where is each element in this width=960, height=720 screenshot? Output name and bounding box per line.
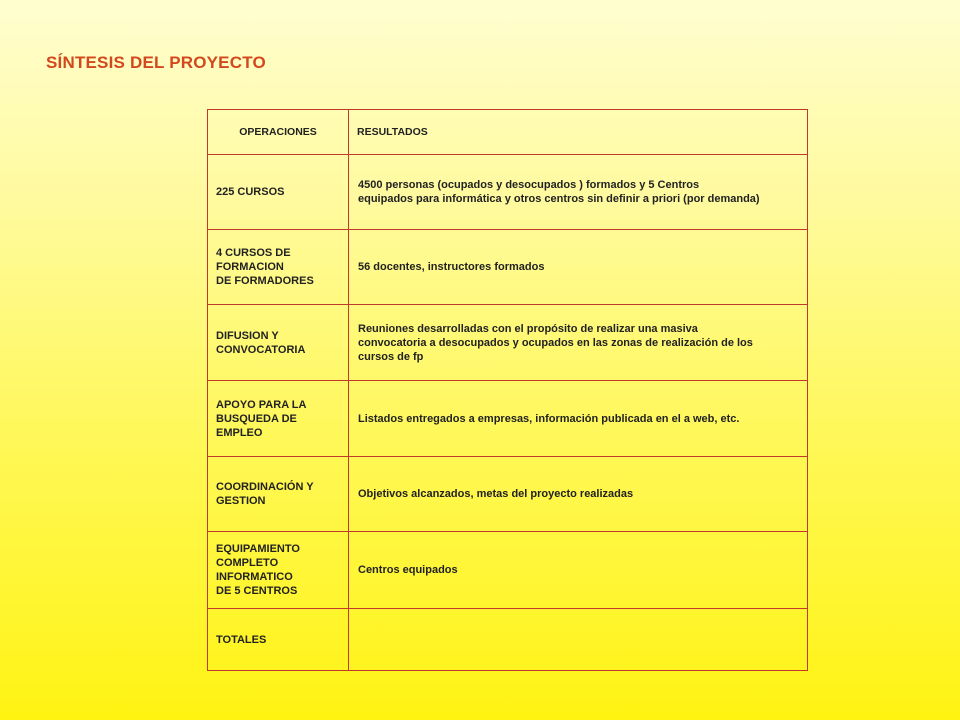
project-summary-table: [207, 109, 808, 671]
operation-cell: TOTALES: [208, 609, 349, 671]
result-cell: Reuniones desarrolladas con el propósito de realizar una masiva convocatoria a desocupados y ocupados en las zonas de realización de los cursos de fp: [349, 305, 808, 381]
table-row: [208, 230, 808, 305]
header-results: RESULTADOS: [349, 110, 808, 155]
result-cell: Centros equipados: [349, 532, 808, 609]
table-row: [208, 381, 808, 457]
table-row: [208, 305, 808, 381]
result-cell: 56 docentes, instructores formados: [349, 230, 808, 305]
table-row: [208, 532, 808, 609]
page-title: SÍNTESIS DEL PROYECTO: [46, 53, 266, 72]
result-cell: 4500 personas (ocupados y desocupados ) formados y 5 Centros equipados para informática y otros centros sin definir a priori (por demanda): [349, 155, 808, 230]
header-operations: OPERACIONES: [208, 110, 349, 155]
operation-cell: EQUIPAMIENTO COMPLETO INFORMATICO DE 5 CENTROS: [208, 532, 349, 609]
table-row: [208, 155, 808, 230]
table-row: [208, 609, 808, 671]
operation-cell: APOYO PARA LA BUSQUEDA DE EMPLEO: [208, 381, 349, 457]
operation-cell: COORDINACIÓN Y GESTION: [208, 457, 349, 532]
table-row: [208, 457, 808, 532]
result-cell: Objetivos alcanzados, metas del proyecto realizadas: [349, 457, 808, 532]
result-cell: Listados entregados a empresas, información publicada en el a web, etc.: [349, 381, 808, 457]
table-header-row: [208, 110, 808, 155]
result-cell: [349, 609, 808, 671]
operation-cell: DIFUSION Y CONVOCATORIA: [208, 305, 349, 381]
operation-cell: 4 CURSOS DE FORMACION DE FORMADORES: [208, 230, 349, 305]
operation-cell: 225 CURSOS: [208, 155, 349, 230]
